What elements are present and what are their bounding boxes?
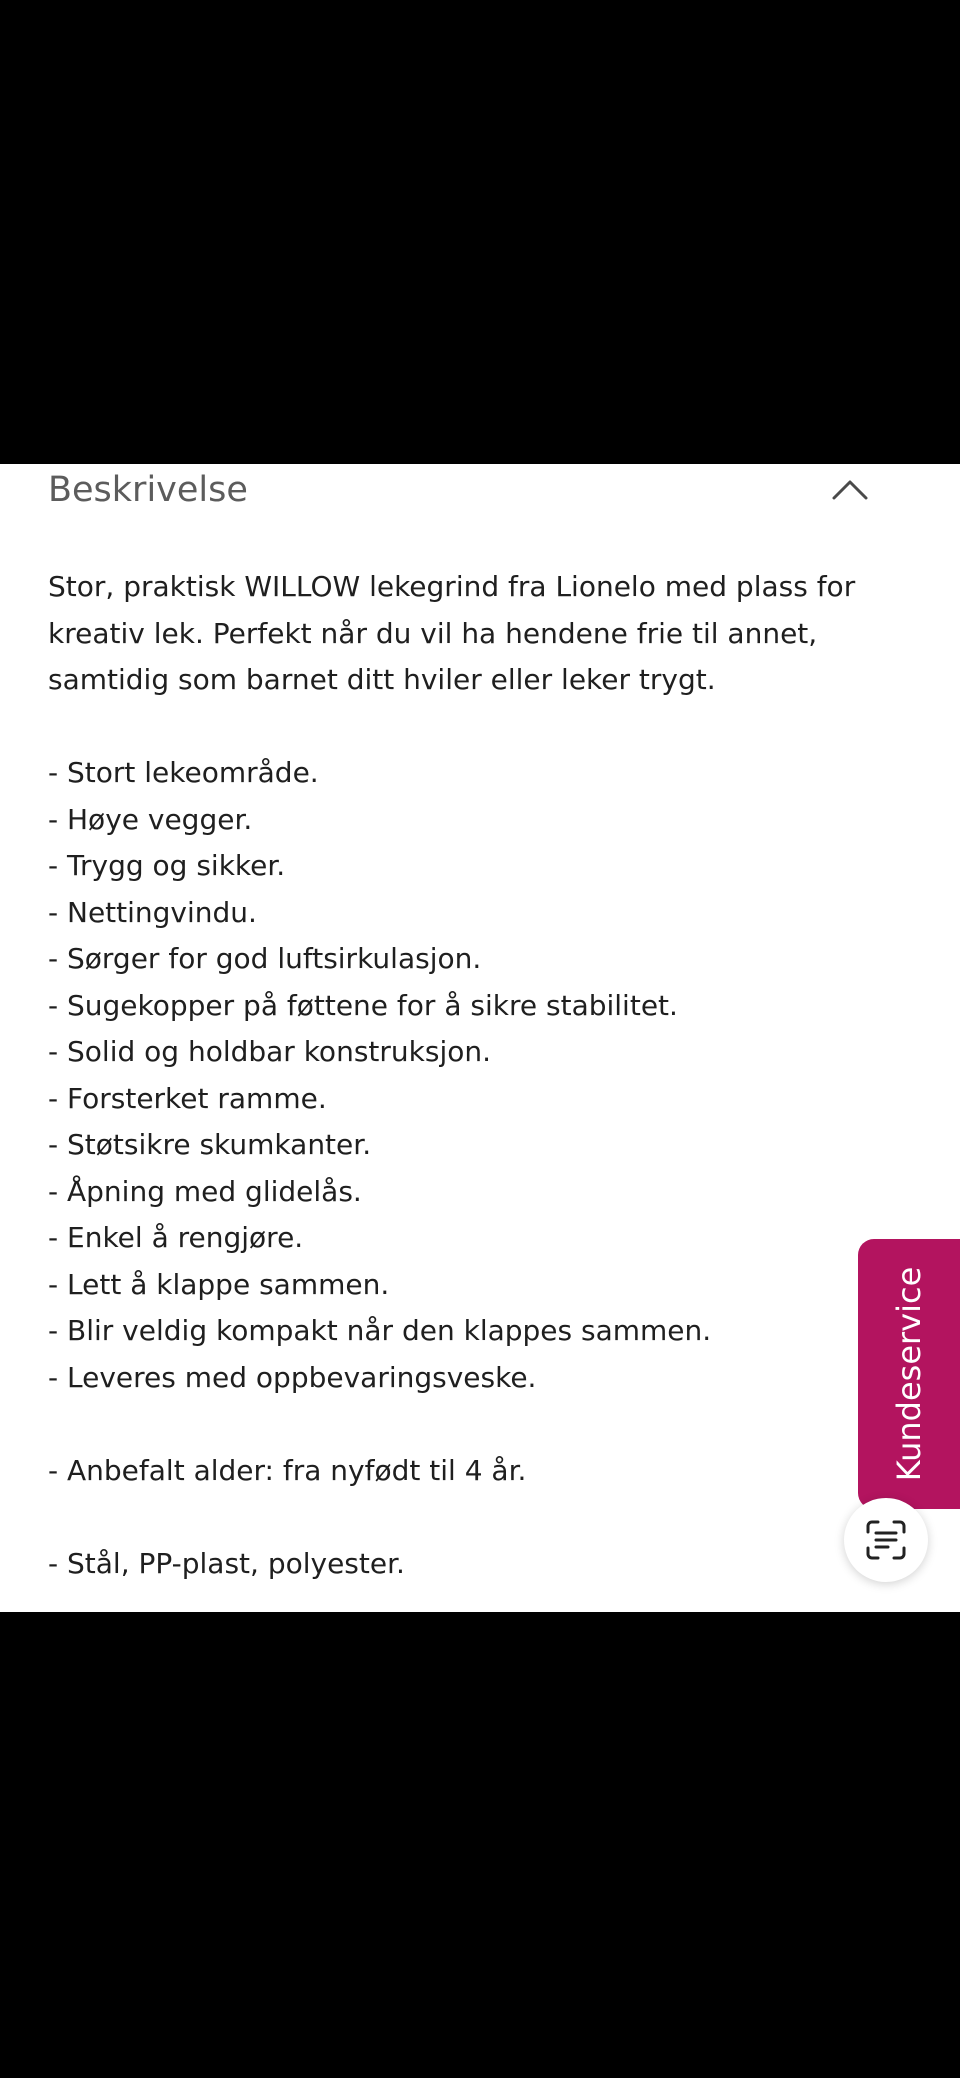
description-line: - Solid og holdbar konstruksjon.: [48, 1035, 491, 1068]
description-line: - Sørger for god luftsirkulasjon.: [48, 942, 482, 975]
description-line: - Sugekopper på føttene for å sikre stabilitet.: [48, 988, 678, 1022]
description-line: - Trygg og sikker.: [48, 849, 286, 882]
chevron-up-icon[interactable]: [828, 472, 872, 508]
kundeservice-button[interactable]: [858, 1239, 960, 1509]
top-letterbox: [0, 0, 960, 464]
description-line: - Støtsikre skumkanter.: [48, 1128, 372, 1161]
description-line: - Enkel å rengjøre.: [48, 1221, 304, 1254]
description-line: Stor, praktisk WILLOW lekegrind fra Lionelo med plass for: [48, 570, 856, 603]
description-line: - Høye vegger.: [48, 802, 253, 836]
description-line: - Anbefalt alder: fra nyfødt til 4 år.: [48, 1453, 527, 1487]
description-spacer: [48, 704, 908, 751]
kundeservice-label: Kundeservice: [890, 1266, 928, 1482]
description-line: - Stål, PP-plast, polyester.: [48, 1546, 405, 1580]
description-text: [48, 564, 908, 1587]
description-spacer: [48, 1494, 908, 1541]
description-line: - Åpning med glidelås.: [48, 1174, 362, 1208]
description-line: - Lett å klappe sammen.: [48, 1267, 390, 1301]
description-line: - Stort lekeområde.: [48, 756, 319, 789]
bottom-letterbox: [0, 1612, 960, 2078]
description-line: - Blir veldig kompakt når den klappes sammen.: [48, 1314, 712, 1347]
description-line: - Leveres med oppbevaringsveske.: [48, 1360, 537, 1394]
text-scan-icon: [862, 1516, 910, 1564]
description-spacer: [48, 1401, 908, 1448]
description-line: kreativ lek. Perfekt når du vil ha hendene frie til annet,: [48, 616, 818, 650]
description-line: - Forsterket ramme.: [48, 1081, 327, 1115]
section-title: Beskrivelse: [48, 470, 248, 510]
description-line: samtidig som barnet ditt hviler eller leker trygt.: [48, 663, 716, 696]
text-scan-button[interactable]: [844, 1498, 928, 1582]
description-line: - Nettingvindu.: [48, 895, 257, 929]
description-accordion-header[interactable]: [48, 464, 912, 516]
product-description-panel: [0, 464, 960, 1612]
